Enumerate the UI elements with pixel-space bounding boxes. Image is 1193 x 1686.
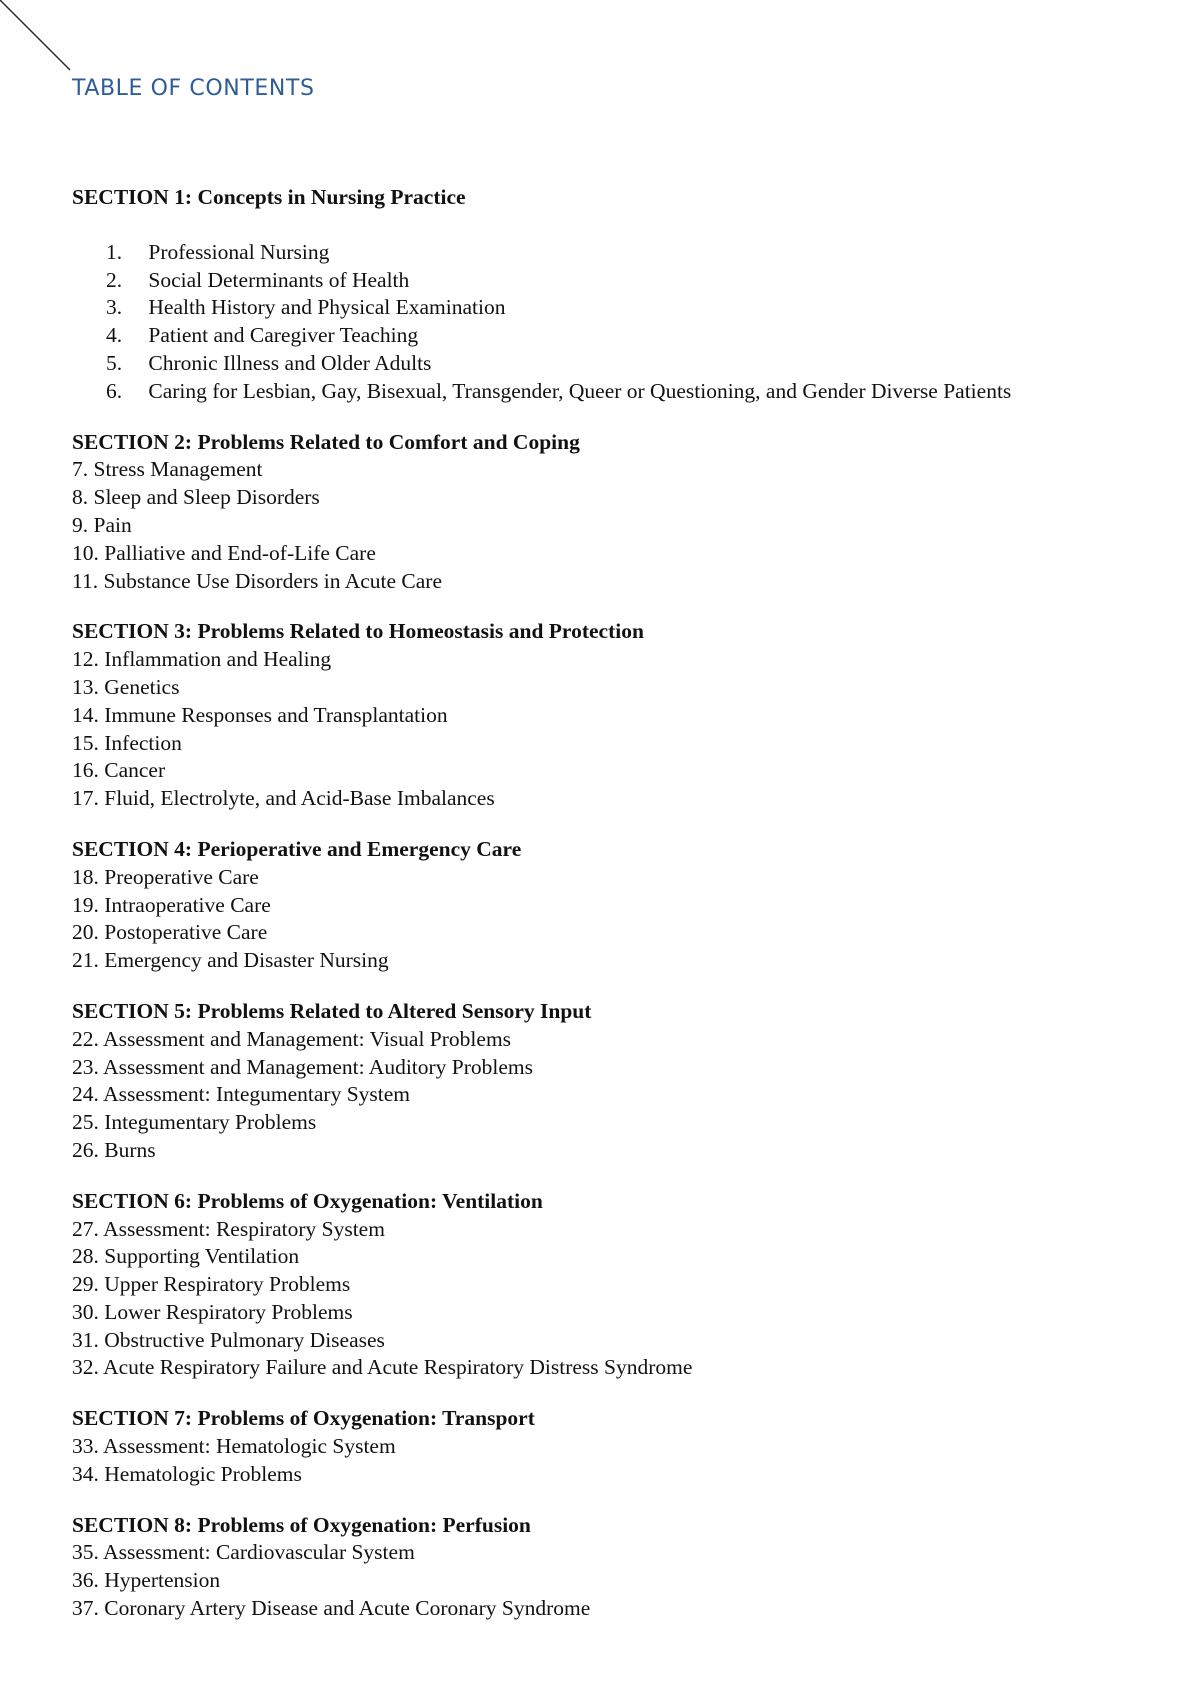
chapter-number: 37. <box>72 1596 99 1621</box>
chapter-number: 16. <box>72 758 99 783</box>
chapter-entry <box>72 294 1172 322</box>
chapter-entry <box>72 378 1172 406</box>
section-heading: SECTION 3: Problems Related to Homeostasis and Protection <box>72 619 644 644</box>
chapter-title: Assessment: Cardiovascular System <box>103 1540 415 1565</box>
chapter-number: 36. <box>72 1568 99 1593</box>
chapter-entry <box>72 646 1172 674</box>
chapter-list <box>72 1433 1172 1489</box>
chapter-number: 11. <box>72 568 99 593</box>
section-heading: SECTION 6: Problems of Oxygenation: Ventilation <box>72 1188 543 1213</box>
chapter-number: 19. <box>72 892 99 917</box>
section-heading: SECTION 4: Perioperative and Emergency Care <box>72 836 522 861</box>
chapter-number: 29. <box>72 1272 99 1297</box>
chapter-number: 18. <box>72 864 99 889</box>
chapter-number: 28. <box>72 1244 99 1269</box>
chapter-title: Professional Nursing <box>148 239 330 264</box>
chapter-number: 17. <box>72 786 99 811</box>
section-heading: SECTION 5: Problems Related to Altered Sensory Input <box>72 998 592 1023</box>
chapter-entry <box>72 1271 1172 1299</box>
page-title: TABLE OF CONTENTS <box>72 76 315 101</box>
chapter-title: Acute Respiratory Failure and Acute Respiratory Distress Syndrome <box>103 1355 693 1380</box>
chapter-entry <box>72 1595 1172 1623</box>
chapter-number: 31. <box>72 1327 99 1352</box>
chapter-number: 4. <box>106 323 123 348</box>
chapter-title: Fluid, Electrolyte, and Acid-Base Imbalances <box>104 786 495 811</box>
chapter-number: 15. <box>72 730 99 755</box>
chapter-title: Inflammation and Healing <box>104 647 332 672</box>
chapter-number: 10. <box>72 540 99 565</box>
chapter-title: Preoperative Care <box>104 864 259 889</box>
chapter-title: Palliative and End-of-Life Care <box>104 540 376 565</box>
chapter-title: Hematologic Problems <box>104 1461 302 1486</box>
chapter-title: Chronic Illness and Older Adults <box>148 350 432 375</box>
chapter-title: Stress Management <box>93 457 263 482</box>
chapter-number: 2. <box>106 267 123 292</box>
chapter-title: Caring for Lesbian, Gay, Bisexual, Transgender, Queer or Questioning, and Gender Diverse Patients <box>148 378 1012 403</box>
chapter-entry <box>72 350 1172 378</box>
chapter-number: 24. <box>72 1082 99 1107</box>
chapter-entry <box>72 568 1172 596</box>
chapter-entry <box>72 1539 1172 1567</box>
chapter-title: Upper Respiratory Problems <box>104 1272 351 1297</box>
chapter-entry <box>72 919 1172 947</box>
chapter-number: 32. <box>72 1355 99 1380</box>
chapter-title: Genetics <box>104 674 180 699</box>
section-heading: SECTION 8: Problems of Oxygenation: Perfusion <box>72 1512 531 1537</box>
chapter-list <box>72 646 1172 813</box>
chapter-title: Supporting Ventilation <box>104 1244 300 1269</box>
chapter-entry <box>72 484 1172 512</box>
chapter-list <box>72 1216 1172 1383</box>
chapter-entry <box>72 702 1172 730</box>
chapter-title: Emergency and Disaster Nursing <box>104 948 389 973</box>
chapter-entry <box>72 1433 1172 1461</box>
toc-section <box>72 1405 1172 1488</box>
chapter-title: Health History and Physical Examination <box>148 295 506 320</box>
chapter-entry <box>72 1081 1172 1109</box>
chapter-title: Infection <box>104 730 182 755</box>
chapter-number: 23. <box>72 1054 99 1079</box>
chapter-title: Social Determinants of Health <box>148 267 410 292</box>
chapter-title: Sleep and Sleep Disorders <box>93 485 320 510</box>
table-of-contents <box>72 184 1172 1646</box>
chapter-number: 3. <box>106 295 123 320</box>
chapter-entry <box>72 1567 1172 1595</box>
toc-section <box>72 836 1172 975</box>
chapter-entry <box>72 1109 1172 1137</box>
chapter-entry <box>72 1461 1172 1489</box>
chapter-number: 33. <box>72 1434 99 1459</box>
chapter-entry <box>72 730 1172 758</box>
chapter-entry <box>72 1054 1172 1082</box>
chapter-entry <box>72 1299 1172 1327</box>
chapter-number: 35. <box>72 1540 99 1565</box>
chapter-title: Patient and Caregiver Teaching <box>148 323 419 348</box>
chapter-title: Immune Responses and Transplantation <box>104 702 448 727</box>
section-heading: SECTION 7: Problems of Oxygenation: Transport <box>72 1406 535 1431</box>
toc-section <box>72 1512 1172 1623</box>
chapter-entry <box>72 1026 1172 1054</box>
chapter-title: Hypertension <box>104 1568 221 1593</box>
chapter-number: 27. <box>72 1216 99 1241</box>
chapter-title: Substance Use Disorders in Acute Care <box>103 568 442 593</box>
chapter-entry <box>72 540 1172 568</box>
chapter-title: Burns <box>104 1137 156 1162</box>
chapter-number: 1. <box>106 239 123 264</box>
chapter-number: 21. <box>72 948 99 973</box>
chapter-number: 26. <box>72 1137 99 1162</box>
chapter-title: Assessment: Respiratory System <box>103 1216 385 1241</box>
chapter-number: 14. <box>72 702 99 727</box>
chapter-entry <box>72 1243 1172 1271</box>
chapter-number: 12. <box>72 647 99 672</box>
chapter-entry <box>72 947 1172 975</box>
chapter-number: 20. <box>72 920 99 945</box>
chapter-list <box>72 456 1172 595</box>
chapter-entry <box>72 512 1172 540</box>
chapter-entry <box>72 322 1172 350</box>
section-heading: SECTION 1: Concepts in Nursing Practice <box>72 185 466 209</box>
chapter-title: Assessment and Management: Auditory Problems <box>103 1054 534 1079</box>
toc-section <box>72 998 1172 1165</box>
chapter-title: Intraoperative Care <box>104 892 271 917</box>
chapter-title: Cancer <box>104 758 166 783</box>
chapter-number: 34. <box>72 1461 99 1486</box>
chapter-number: 22. <box>72 1026 99 1051</box>
chapter-title: Postoperative Care <box>104 920 268 945</box>
chapter-entry <box>72 864 1172 892</box>
chapter-number: 9. <box>72 512 89 537</box>
chapter-title: Integumentary Problems <box>104 1110 317 1135</box>
chapter-entry <box>72 456 1172 484</box>
chapter-number: 25. <box>72 1110 99 1135</box>
chapter-entry <box>72 239 1172 267</box>
chapter-title: Lower Respiratory Problems <box>104 1299 353 1324</box>
chapter-number: 5. <box>106 350 123 375</box>
chapter-title: Assessment and Management: Visual Problems <box>103 1026 512 1051</box>
chapter-title: Assessment: Hematologic System <box>103 1434 396 1459</box>
toc-section <box>72 429 1172 596</box>
toc-section <box>72 1188 1172 1383</box>
chapter-entry <box>72 1354 1172 1382</box>
chapter-entry <box>72 674 1172 702</box>
chapter-title: Pain <box>93 512 132 537</box>
chapter-entry <box>72 757 1172 785</box>
chapter-title: Obstructive Pulmonary Diseases <box>104 1327 385 1352</box>
chapter-title: Coronary Artery Disease and Acute Coronary Syndrome <box>104 1596 591 1621</box>
toc-section <box>72 618 1172 813</box>
chapter-entry <box>72 1137 1172 1165</box>
toc-section <box>72 184 1172 406</box>
chapter-title: Assessment: Integumentary System <box>103 1082 411 1107</box>
chapter-number: 6. <box>106 378 123 403</box>
chapter-entry <box>72 892 1172 920</box>
chapter-list <box>72 1026 1172 1165</box>
chapter-number: 8. <box>72 485 89 510</box>
chapter-entry <box>72 1216 1172 1244</box>
section-heading: SECTION 2: Problems Related to Comfort and Coping <box>72 429 580 454</box>
chapter-number: 7. <box>72 457 89 482</box>
chapter-entry <box>72 1327 1172 1355</box>
chapter-list <box>72 864 1172 975</box>
chapter-number: 30. <box>72 1299 99 1324</box>
corner-line-mark <box>0 0 80 80</box>
chapter-number: 13. <box>72 674 99 699</box>
chapter-entry <box>72 267 1172 295</box>
chapter-entry <box>72 785 1172 813</box>
chapter-list <box>72 239 1172 406</box>
chapter-list <box>72 1539 1172 1622</box>
